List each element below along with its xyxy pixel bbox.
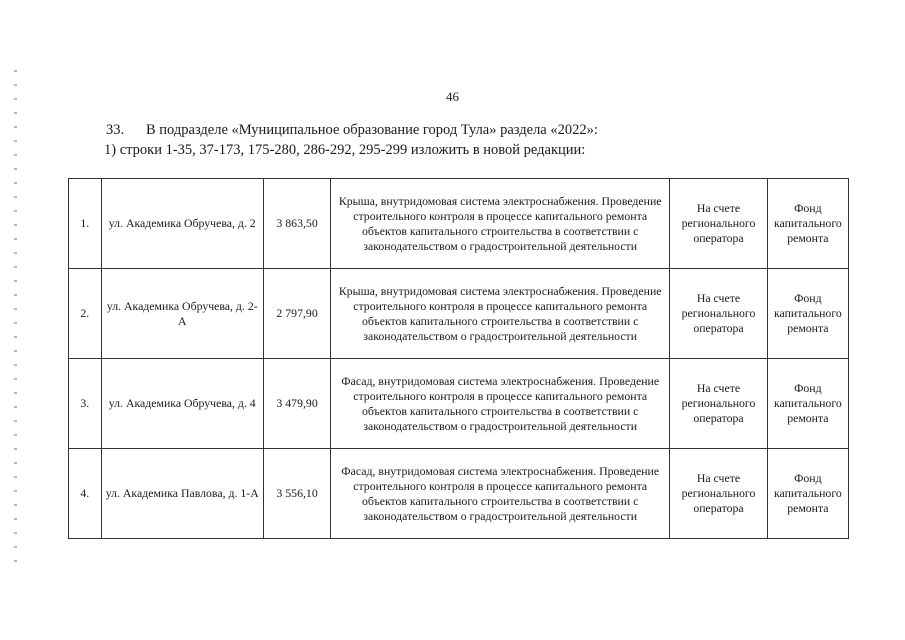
row-number: 3. <box>69 359 102 449</box>
row-cost: 3 863,50 <box>264 179 331 269</box>
table-row <box>69 359 849 449</box>
row-work-description: Крыша, внутридомовая система электроснабжения. Проведение строительного контроля в процессе капитального ремонта объектов капитального строительства в соответствии с законодательством о градостроительной деятельности <box>331 269 670 359</box>
row-cost: 3 479,90 <box>264 359 331 449</box>
row-fund: Фонд капитального ремонта <box>767 269 848 359</box>
row-fund: Фонд капитального ремонта <box>767 179 848 269</box>
row-work-description: Фасад, внутридомовая система электроснабжения. Проведение строительного контроля в процессе капитального ремонта объектов капитального строительства в соответствии с законодательством о градостроительной деятельности <box>331 359 670 449</box>
row-account-owner: На счете регионального оператора <box>670 359 768 449</box>
row-fund: Фонд капитального ремонта <box>767 359 848 449</box>
row-account-owner: На счете регионального оператора <box>670 269 768 359</box>
row-account-owner: На счете регионального оператора <box>670 179 768 269</box>
row-work-description: Крыша, внутридомовая система электроснабжения. Проведение строительного контроля в процессе капитального ремонта объектов капитального строительства в соответствии с законодательством о градостроительной деятельности <box>331 179 670 269</box>
table-row <box>69 269 849 359</box>
row-address: ул. Академика Павлова, д. 1-А <box>101 449 264 539</box>
intro-line-1 <box>106 120 826 140</box>
row-work-description: Фасад, внутридомовая система электроснабжения. Проведение строительного контроля в процессе капитального ремонта объектов капитального строительства в соответствии с законодательством о градостроительной деятельности <box>331 449 670 539</box>
row-number: 4. <box>69 449 102 539</box>
intro-line-1-text: В подразделе «Муниципальное образование город Тула» раздела «2022»: <box>146 122 598 138</box>
row-account-owner: На счете регионального оператора <box>670 449 768 539</box>
row-address: ул. Академика Обручева, д. 2-А <box>101 269 264 359</box>
table-row <box>69 449 849 539</box>
binding-margin-marks <box>14 70 17 570</box>
row-number: 2. <box>69 269 102 359</box>
table-row <box>69 179 849 269</box>
row-fund: Фонд капитального ремонта <box>767 449 848 539</box>
row-cost: 2 797,90 <box>264 269 331 359</box>
intro-line-2: 1) строки 1-35, 37-173, 175-280, 286-292, 295-299 изложить в новой редакции: <box>104 142 586 158</box>
row-cost: 3 556,10 <box>264 449 331 539</box>
row-address: ул. Академика Обручева, д. 4 <box>101 359 264 449</box>
page-number: 46 <box>446 89 459 104</box>
item-number: 33. <box>106 122 125 138</box>
program-rows-table <box>68 178 849 539</box>
row-number: 1. <box>69 179 102 269</box>
row-address: ул. Академика Обручева, д. 2 <box>101 179 264 269</box>
intro-paragraph <box>106 120 826 160</box>
